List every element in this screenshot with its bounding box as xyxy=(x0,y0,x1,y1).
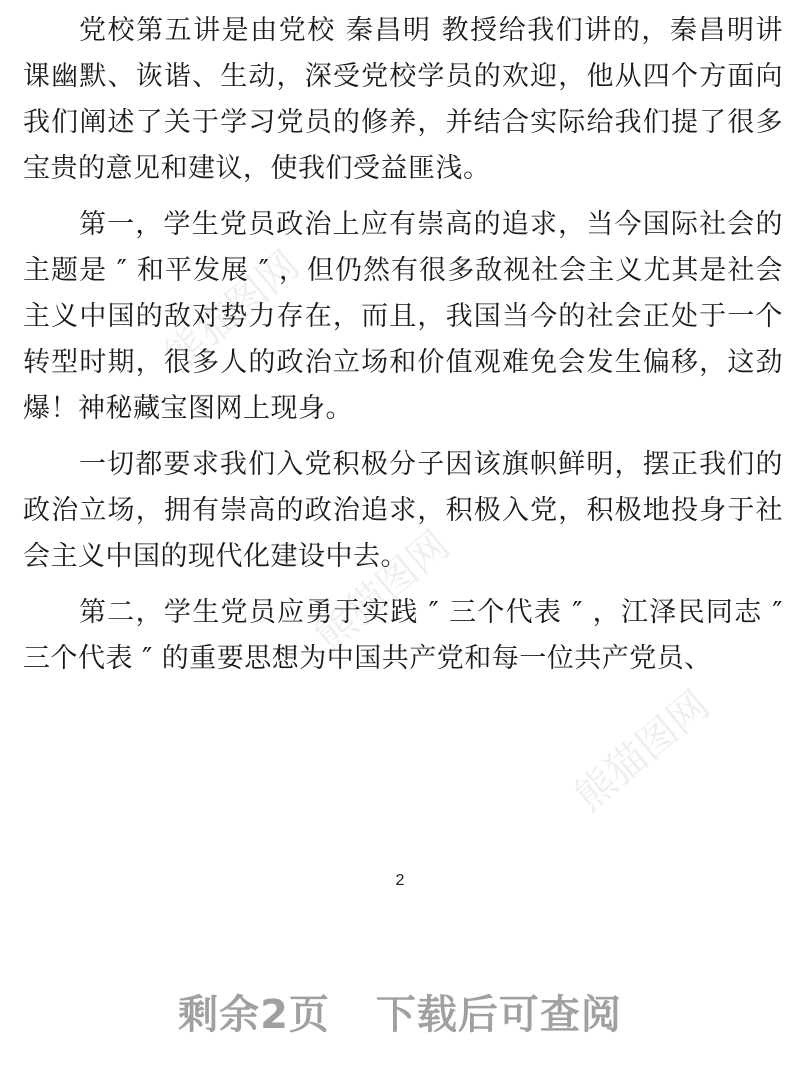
download-to-view-label: 下载后可查阅 xyxy=(375,992,622,1038)
remaining-pages-label: 剩余2页 xyxy=(178,992,330,1038)
page-number: 2 xyxy=(395,872,405,889)
paragraph: 第一，学生党员政治上应有崇高的追求，当今国际社会的主题是 ″ 和平发展 ″ ，但仍然有很多敌视社会主义尤其是社会主义中国的敌对势力存在，而且，我国当今的社会正处于一个转型时期，很多人的政治立场和价值观难免会发生偏移，这劲爆！神秘藏宝图网上现身。 xyxy=(23,209,783,424)
watermark: 熊猫图网 xyxy=(156,242,309,381)
document-body xyxy=(23,0,783,682)
download-banner[interactable] xyxy=(0,983,800,1040)
watermark: 熊猫图网 xyxy=(566,682,719,821)
paragraph: 第二，学生党员应勇于实践 ″ 三个代表 ″ ，江泽民同志 ″ 三个代表 ″ 的重要思想为中国共产党和每一位共产党员、 xyxy=(23,597,783,674)
paragraph: 一切都要求我们入党积极分子因该旗帜鲜明，摆正我们的政治立场，拥有崇高的政治追求，积极入党，积极地投身于社会主义中国的现代化建设中去。 xyxy=(23,449,783,572)
watermark: 熊猫图网 xyxy=(306,522,459,661)
paragraph: 党校第五讲是由党校 秦昌明 教授给我们讲的，秦昌明讲课幽默、诙谐、生动，深受党校学员的欢迎，他从四个方面向我们阐述了关于学习党员的修养，并结合实际给我们提了很多宝贵的意见和建议，使我们受益匪浅。 xyxy=(23,15,783,184)
